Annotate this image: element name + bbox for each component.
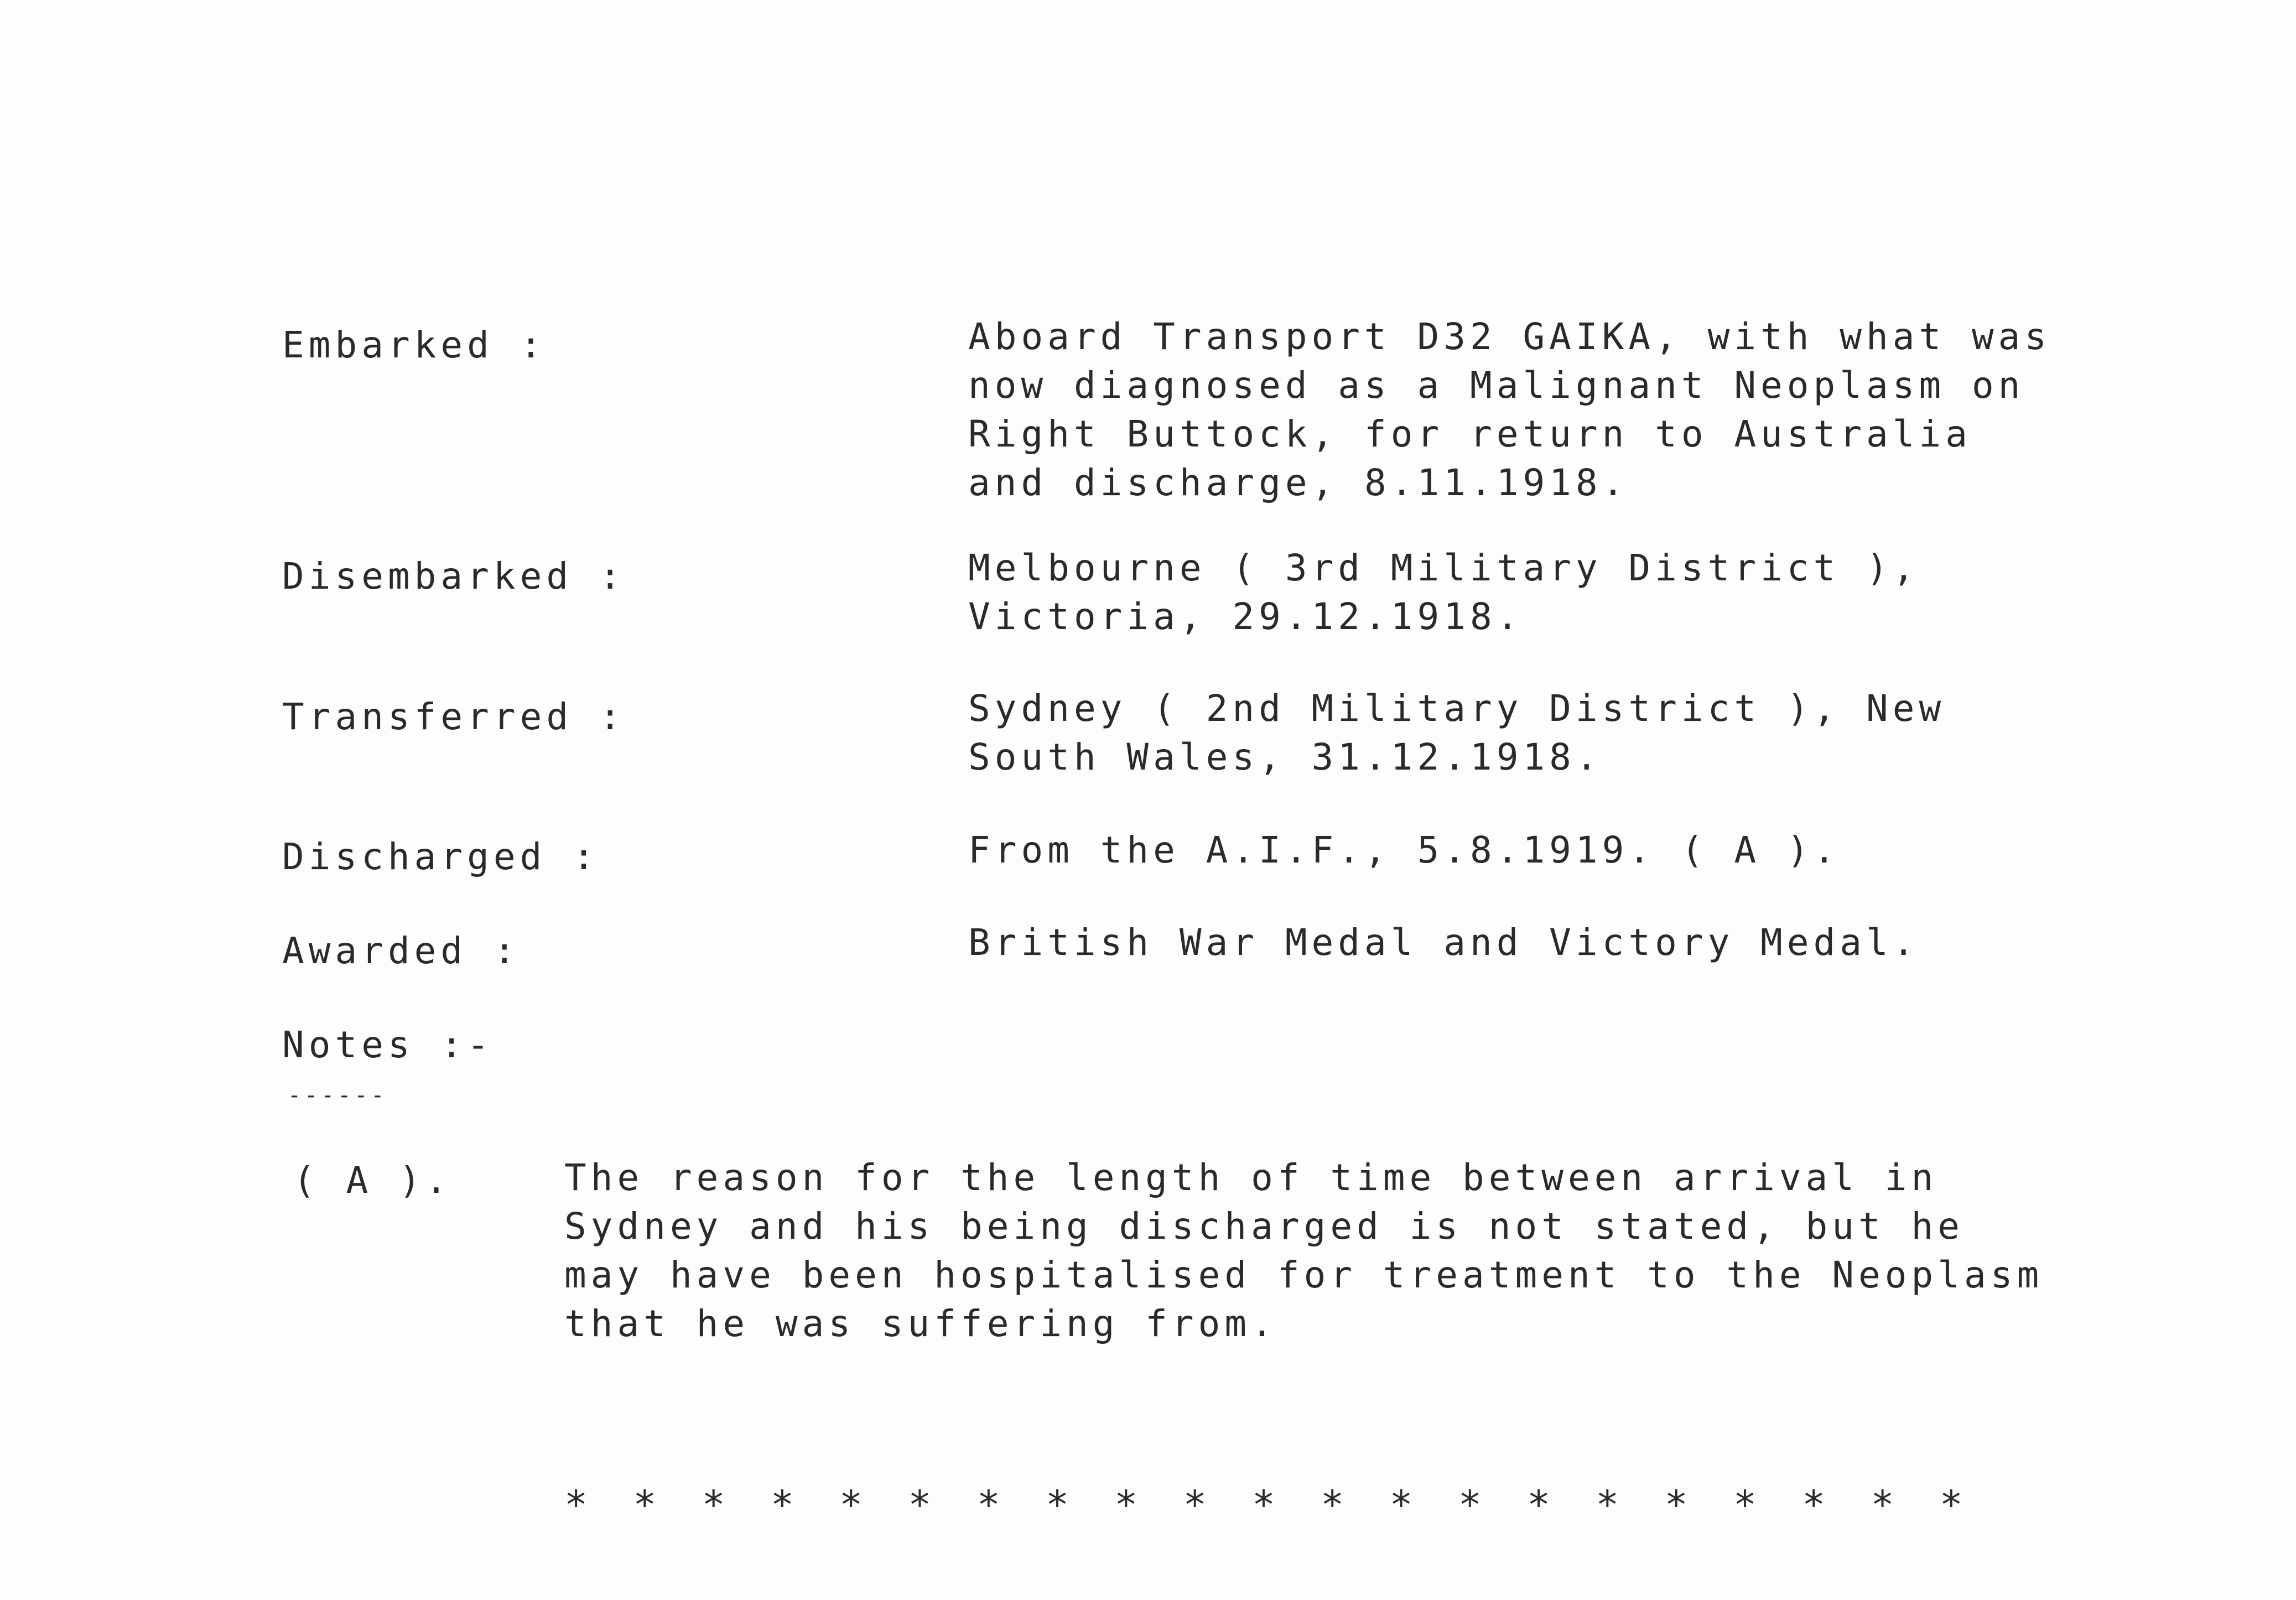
disembarked-value: Melbourne ( 3rd Military District ), Victoria, 29.12.1918. [968, 547, 1919, 638]
embarked-label: Embarked : [282, 324, 547, 366]
notes-heading: Notes :- [282, 1024, 494, 1066]
embarked-value: Aboard Transport D32 GAIKA, with what was now diagnosed as a Malignant Neoplasm on Right Buttock, for return to Australia and discharge, 8.11.1918. [968, 315, 2051, 504]
discharged-label: Discharged : [282, 835, 599, 878]
awarded-label: Awarded : [282, 929, 520, 972]
transferred-label: Transferred : [282, 695, 626, 738]
disembarked-label: Disembarked : [282, 555, 626, 598]
note-text: The reason for the length of time between arrival in Sydney and his being discharged is not stated, but he may have been hospitalised for treatment to the Neoplasm that he was suffering from. [564, 1156, 2044, 1345]
discharged-value: From the A.I.F., 5.8.1919. ( A ). [968, 829, 1840, 871]
transferred-value: Sydney ( 2nd Military District ), New South Wales, 31.12.1918. [968, 687, 1946, 778]
note-marker: ( A ). [293, 1159, 452, 1202]
awarded-value: British War Medal and Victory Medal. [968, 921, 1919, 964]
end-separator-stars: * * * * * * * * * * * * * * * * * * * * * [564, 1482, 1974, 1528]
notes-underline: ------ [288, 1083, 388, 1108]
